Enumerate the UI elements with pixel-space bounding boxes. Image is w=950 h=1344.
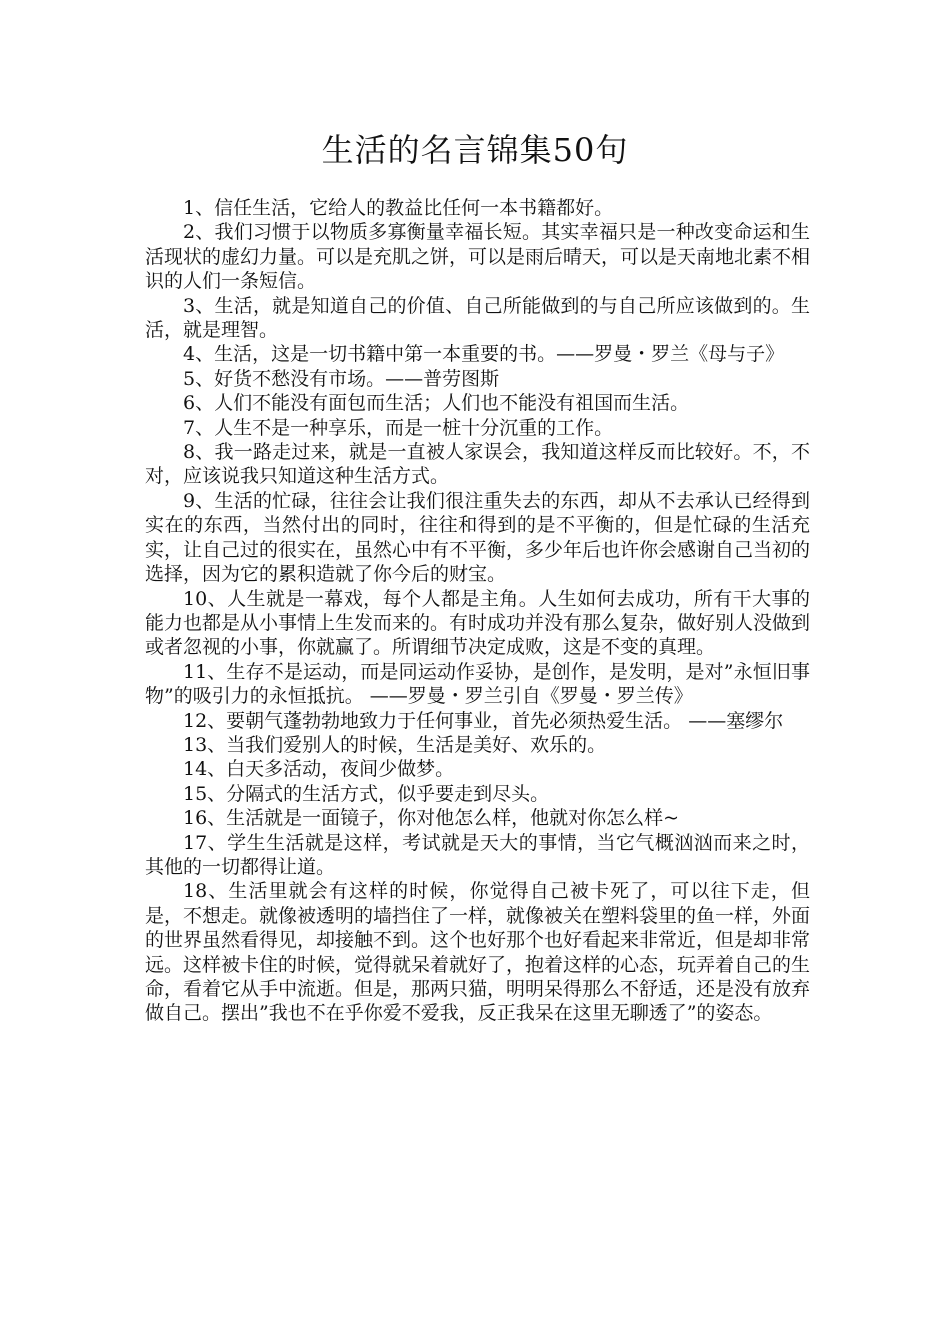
quote-paragraph: 9、生活的忙碌，往往会让我们很注重失去的东西，却从不去承认已经得到实在的东西，当然付出的同时，往往和得到的是不平衡的，但是忙碌的生活充实，让自己过的很实在，虽然心中有不平衡，多少年后也许你会感谢自己当初的选择，因为它的累积造就了你今后的财宝。 [145,489,811,586]
document-title: 生活的名言锦集50句 [321,131,629,169]
quote-paragraph: 4、生活，这是一切书籍中第一本重要的书。——罗曼・罗兰《母与子》 [183,343,785,366]
quote-paragraph: 13、当我们爱别人的时候，生活是美好、欢乐的。 [183,733,607,756]
quote-paragraph: 14、白天多活动，夜间少做梦。 [183,758,455,781]
quote-paragraph: 12、要朝气蓬勃勃地致力于任何事业，首先必须热爱生活。 ——塞缪尔 [183,709,784,732]
document-body [145,196,810,1026]
quote-paragraph: 15、分隔式的生活方式，似乎要走到尽头。 [183,782,550,805]
quote-paragraph: 5、好货不愁没有市场。——普劳图斯 [183,367,500,390]
quote-paragraph: 18、生活里就会有这样的时候，你觉得自己被卡死了，可以往下走，但是，不想走。就像被透明的墙挡住了一样，就像被关在塑料袋里的鱼一样，外面的世界虽然看得见，却接触不到。这个也好那个也好看起来非常近，但是却非常远。这样被卡住的时候，觉得就呆着就好了，抱着这样的心态，玩弄着自己的生命，看着它从手中流逝。但是，那两只猫，明明呆得那么不舒适，还是没有放弃做自己。摆出”我也不在乎你爱不爱我，反正我呆在这里无聊透了”的姿态。 [145,880,811,1025]
quote-paragraph: 3、生活，就是知道自己的价值、自己所能做到的与自己所应该做到的。生活，就是理智。 [145,294,810,342]
quote-paragraph: 2、我们习惯于以物质多寡衡量幸福长短。其实幸福只是一种改变命运和生活现状的虚幻力量。可以是充肌之饼，可以是雨后晴天，可以是天南地北素不相识的人们一条短信。 [145,221,811,293]
quote-paragraph: 10、人生就是一幕戏，每个人都是主角。人生如何去成功，所有干大事的能力也都是从小事情上生发而来的。有时成功并没有那么复杂，做好别人没做到或者忽视的小事，你就赢了。所谓细节决定成败，这是不变的真理。 [145,587,811,659]
quote-paragraph: 11、生存不是运动，而是同运动作妥协，是创作，是发明，是对”永恒旧事物”的吸引力的永恒抵抗。 ——罗曼・罗兰引自《罗曼・罗兰传》 [145,660,810,708]
quote-paragraph: 17、学生生活就是这样，考试就是天大的事情，当它气概汹汹而来之时，其他的一切都得让道。 [145,831,810,878]
quote-paragraph: 6、人们不能没有面包而生活；人们也不能没有祖国而生活。 [183,392,690,415]
quote-paragraph: 8、我一路走过来，就是一直被人家误会，我知道这样反而比较好。不，不对，应该说我只知道这种生活方式。 [145,441,810,488]
quote-paragraph: 1、信任生活，它给人的教益比任何一本书籍都好。 [183,197,614,219]
quote-paragraph: 7、人生不是一种享乐，而是一桩十分沉重的工作。 [183,416,614,439]
quote-paragraph: 16、生活就是一面镜子，你对他怎么样，他就对你怎么样~ [183,807,680,830]
